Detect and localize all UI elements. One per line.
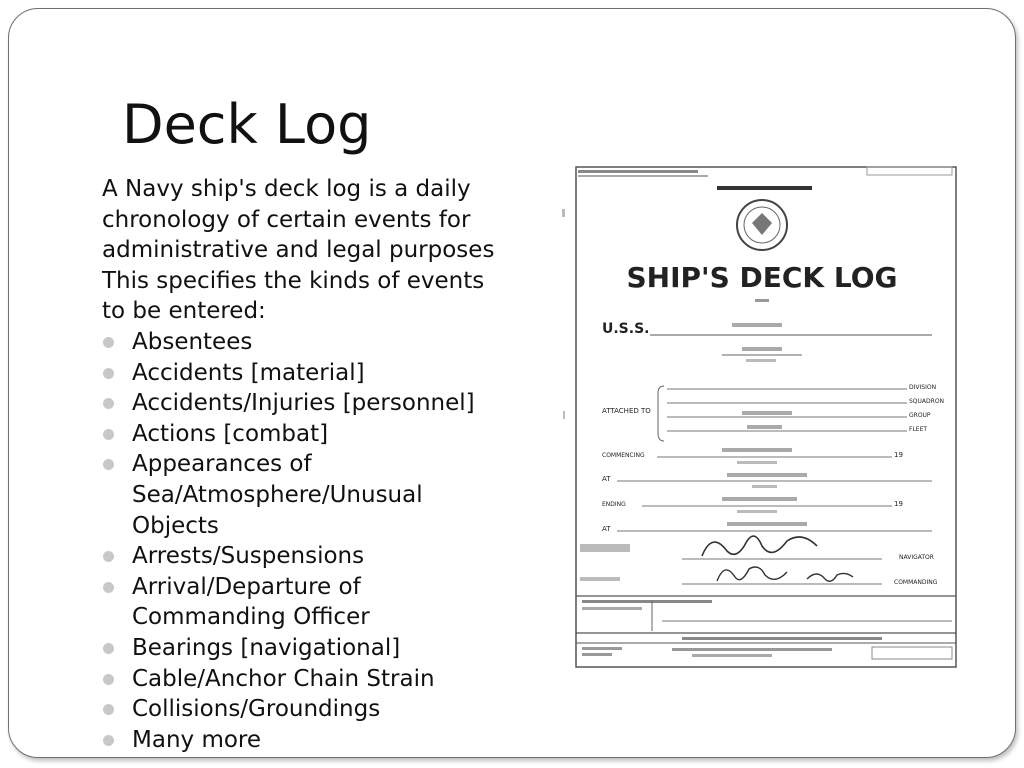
event-list-item (102, 541, 512, 572)
event-list-item (102, 388, 512, 419)
ending-label: ENDING (602, 501, 626, 508)
event-list-label: Many more (132, 726, 262, 753)
event-list-item (102, 449, 512, 541)
squadron-label: SQUADRON (909, 398, 945, 405)
event-list-item (102, 664, 512, 695)
event-list-item (102, 419, 512, 450)
event-list-label: Arrests/Suspensions (132, 543, 365, 570)
event-list-label: Appearances of Sea/Atmosphere/Unusual Objects (132, 451, 423, 539)
event-list-item (102, 725, 512, 756)
bullet-dot-icon (103, 459, 114, 470)
event-list-item (102, 572, 512, 633)
event-list-label: Accidents/Injuries [personnel] (132, 390, 475, 417)
event-list-label: Actions [combat] (132, 420, 329, 447)
bullet-dot-icon (103, 368, 114, 379)
commanding-label: COMMANDING (894, 579, 938, 586)
event-list-label: Collisions/Groundings (132, 696, 381, 723)
slide-frame (8, 8, 1016, 758)
bullet-dot-icon (103, 398, 114, 409)
bullet-dot-icon (103, 429, 114, 440)
event-list-item (102, 694, 512, 725)
bullet-dot-icon (103, 582, 114, 593)
bullet-dot-icon (103, 735, 114, 746)
event-list-label: Cable/Anchor Chain Strain (132, 665, 435, 692)
bullet-dot-icon (103, 643, 114, 654)
bullet-dot-icon (103, 551, 114, 562)
event-list-label: Absentees (132, 329, 253, 355)
event-list-item (102, 633, 512, 664)
fleet-label: FLEET (909, 426, 928, 433)
group-label: GROUP (909, 412, 931, 419)
bullet-dot-icon (103, 337, 114, 348)
ending-year: 19 (894, 500, 903, 508)
navigator-label: NAVIGATOR (899, 554, 934, 561)
event-list-label: Accidents [material] (132, 359, 365, 386)
intro-text: A Navy ship's deck log is a daily chronology of certain events for administrative and legal purposes This specifies the kinds of events to be entered: (102, 176, 495, 325)
at-label-1: AT (602, 475, 611, 483)
at-label-2: AT (602, 525, 611, 533)
commencing-year: 19 (894, 451, 903, 459)
uss-label: U.S.S. (602, 321, 650, 337)
division-label: DIVISION (909, 384, 937, 391)
document-heading: SHIP'S DECK LOG (626, 261, 898, 294)
bullet-dot-icon (103, 674, 114, 685)
commencing-label: COMMENCING (602, 452, 645, 459)
slide-title: Deck Log (122, 93, 372, 156)
event-list-label: Bearings [navigational] (132, 634, 401, 661)
event-list-item (102, 327, 512, 358)
deck-log-document-image (562, 161, 962, 671)
bullet-dot-icon (103, 704, 114, 715)
event-list (102, 327, 512, 755)
event-list-label: Arrival/Departure of Commanding Officer (132, 573, 370, 631)
attached-to-label: ATTACHED TO (602, 407, 651, 415)
event-list-item (102, 358, 512, 389)
